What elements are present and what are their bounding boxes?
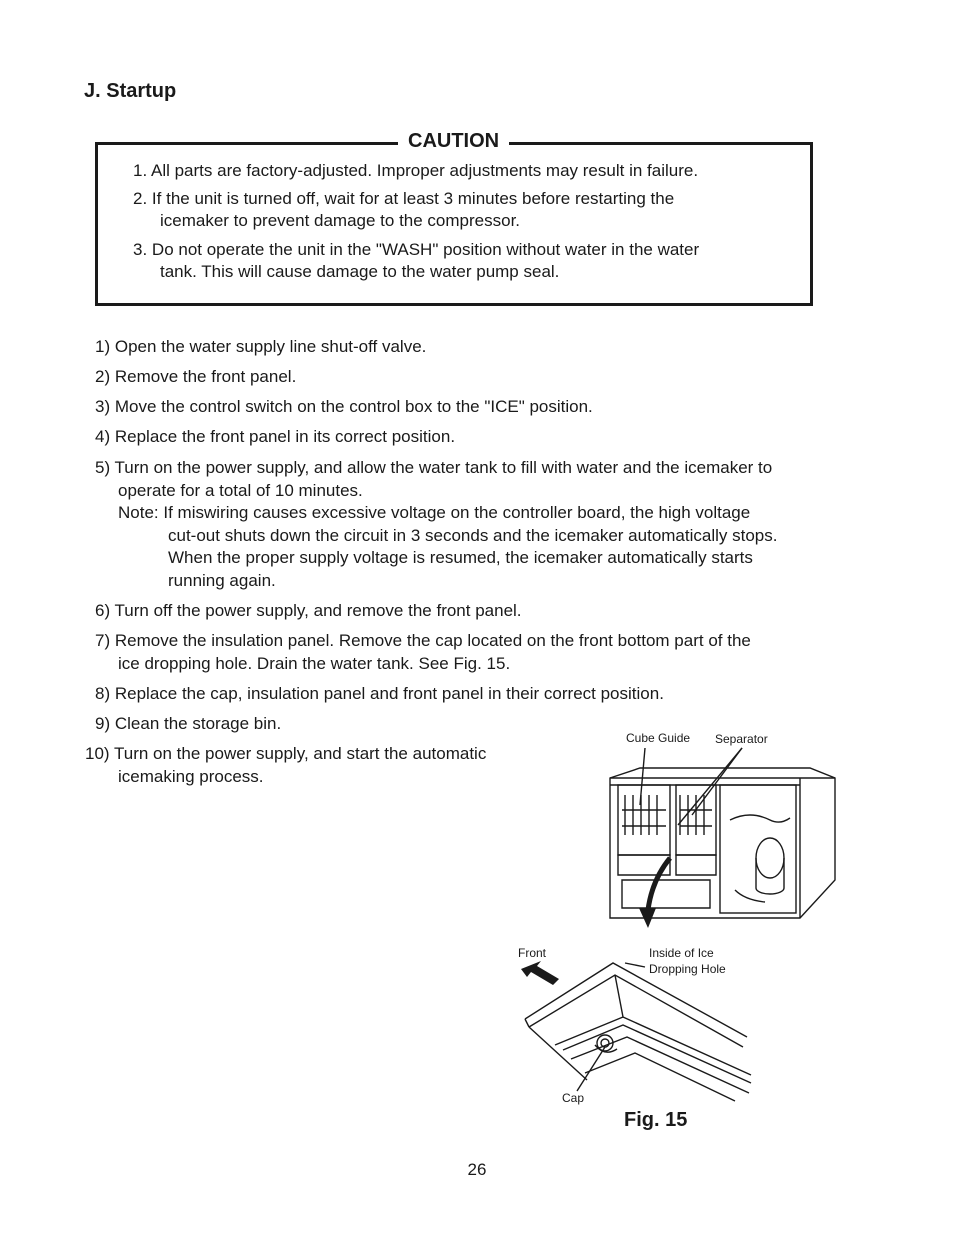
step-5 [95, 457, 772, 502]
step-8 [95, 683, 664, 706]
step-text: Turn on the power supply, and start the automatic [114, 744, 487, 763]
step-4 [95, 426, 455, 449]
step-number: 3) [95, 397, 111, 416]
caution-item-number: 2. [133, 189, 148, 208]
step-number: 2) [95, 367, 111, 386]
note-line-3: When the proper supply voltage is resumed, the icemaker automatically starts [168, 548, 753, 567]
figure-caption: Fig. 15 [624, 1109, 688, 1131]
step-number: 9) [95, 714, 111, 733]
note-line-4: running again. [168, 571, 276, 590]
step-9 [95, 713, 281, 736]
caution-item-2 [133, 188, 674, 232]
step-3 [95, 396, 593, 419]
caution-item-number: 3. [133, 240, 148, 259]
step-7 [95, 630, 751, 675]
section-title: J. Startup [84, 80, 177, 102]
ice-dropping-hole-illustration [515, 955, 755, 1105]
step-1 [95, 336, 426, 359]
note-line-2: cut-out shuts down the circuit in 3 seconds and the icemaker automatically stops. [168, 526, 778, 545]
page-number: 26 [467, 1160, 487, 1179]
step-text: Replace the front panel in its correct position. [114, 427, 456, 446]
step-number: 7) [95, 631, 111, 650]
caution-item-text-cont: tank. This will cause damage to the water pump seal. [160, 262, 560, 281]
caution-item-1 [133, 160, 698, 182]
step-number: 1) [95, 337, 111, 356]
step-text: Turn off the power supply, and remove the front panel. [114, 601, 522, 620]
label-separator: Separator [715, 732, 768, 746]
icemaker-illustration [600, 740, 850, 940]
step-text-cont: operate for a total of 10 minutes. [118, 480, 363, 500]
step-text: Remove the front panel. [114, 367, 297, 386]
step-2 [95, 366, 296, 389]
label-cube-guide: Cube Guide [626, 731, 691, 745]
caution-title: CAUTION [398, 128, 509, 154]
step-text: Replace the cap, insulation panel and front panel in their correct position. [114, 684, 664, 703]
step-number: 5) [95, 458, 111, 477]
step-text: Remove the insulation panel. Remove the cap located on the front bottom part of the [114, 631, 751, 650]
step-text: Move the control switch on the control box to the "ICE" position. [114, 397, 593, 416]
step-number: 6) [95, 601, 111, 620]
step-text-cont: ice dropping hole. Drain the water tank. See Fig. 15. [118, 653, 511, 673]
label-inside-line-2: Dropping Hole [649, 962, 726, 976]
note-label: Note: [118, 503, 159, 522]
caution-item-text: If the unit is turned off, wait for at least 3 minutes before restarting the [151, 189, 675, 208]
label-inside-line-1: Inside of Ice [649, 946, 714, 960]
step-text-cont: icemaking process. [118, 766, 264, 786]
step-text: Turn on the power supply, and allow the water tank to fill with water and the icemaker to [114, 458, 773, 477]
note-text: If miswiring causes excessive voltage on the controller board, the high voltage [163, 503, 751, 522]
caution-item-3 [133, 239, 699, 283]
caution-item-text: Do not operate the unit in the "WASH" position without water in the water [151, 240, 700, 259]
caution-item-text-cont: icemaker to prevent damage to the compressor. [160, 211, 521, 230]
step-number: 4) [95, 427, 111, 446]
caution-item-text: All parts are factory-adjusted. Improper adjustments may result in failure. [150, 161, 699, 180]
step-number: 10) [85, 744, 110, 763]
step-number: 8) [95, 684, 111, 703]
step-10 [85, 743, 486, 788]
note [118, 502, 750, 525]
step-text: Clean the storage bin. [114, 714, 282, 733]
label-front: Front [518, 946, 547, 960]
label-cap: Cap [562, 1091, 585, 1105]
caution-item-number: 1. [133, 161, 148, 180]
step-6 [95, 600, 522, 623]
step-text: Open the water supply line shut-off valve. [114, 337, 427, 356]
